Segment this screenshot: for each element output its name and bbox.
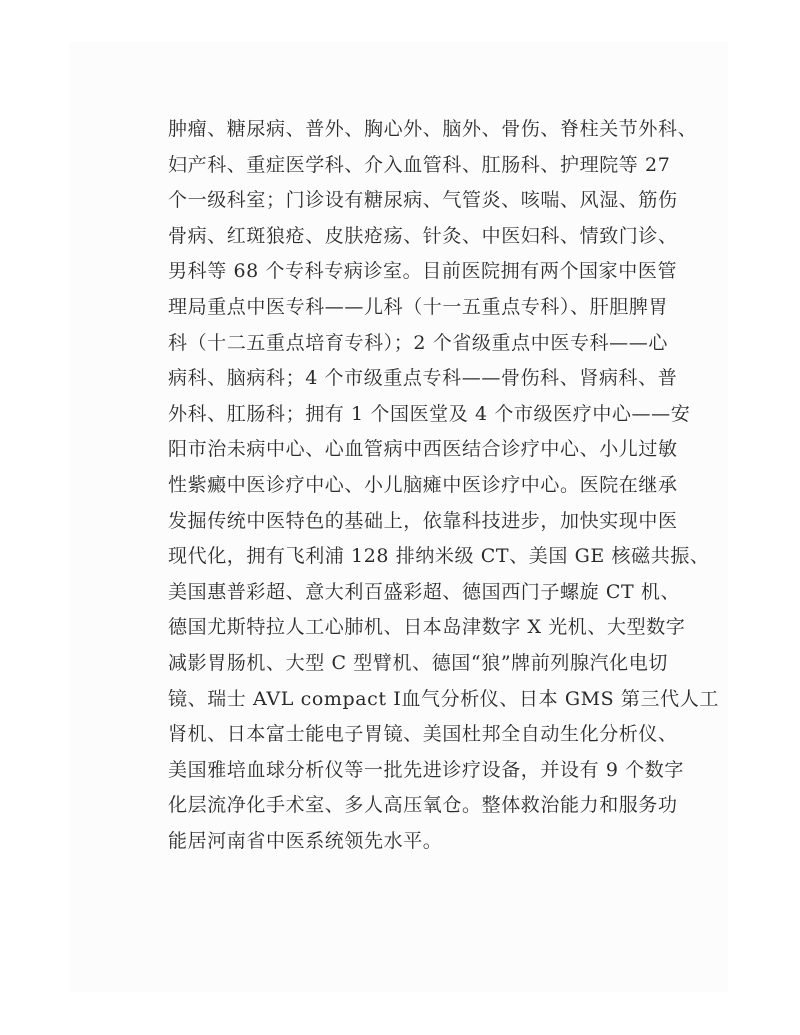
text-line: 肿瘤、糖尿病、普外、胸心外、脑外、骨伤、脊柱关节外科、 xyxy=(168,118,698,140)
text-line: 外科、肛肠科；拥有 1 个国医堂及 4 个市级医疗中心——安 xyxy=(168,402,691,425)
text-line: 镜、瑞士 AVL compact Ⅰ血气分析仪、日本 GMS 第三代人工 xyxy=(168,687,719,710)
text-line: 美国雅培血球分析仪等一批先进诊疗设备，并设有 9 个数字 xyxy=(168,758,684,781)
document-body-text xyxy=(168,112,719,859)
text-line: 男科等 68 个专科专病诊室。目前医院拥有两个国家中医管 xyxy=(168,260,678,283)
text-line: 骨病、红斑狼疮、皮肤疮疡、针灸、中医妇科、情致门诊、 xyxy=(168,224,678,247)
text-line: 性紫癜中医诊疗中心、小儿脑瘫中医诊疗中心。医院在继承 xyxy=(168,473,678,496)
text-line: 肾机、日本富士能电子胃镜、美国杜邦全自动生化分析仪、 xyxy=(168,723,678,746)
text-line: 个一级科室；门诊设有糖尿病、气管炎、咳喘、风湿、筋伤 xyxy=(168,189,678,212)
text-line: 妇产科、重症医学科、介入血管科、肛肠科、护理院等 27 xyxy=(168,153,671,176)
text-line: 化层流净化手术室、多人高压氧仓。整体救治能力和服务功 xyxy=(168,794,678,817)
text-line: 阳市治未病中心、心血管病中西医结合诊疗中心、小儿过敏 xyxy=(168,438,678,461)
text-line: 理局重点中医专科——儿科（十一五重点专科）、肝胆脾胃 xyxy=(168,295,669,318)
text-line: 病科、脑病科；4 个市级重点专科——骨伤科、肾病科、普 xyxy=(168,367,678,390)
text-line: 科（十二五重点培育专科）；2 个省级重点中医专科——心 xyxy=(168,331,668,354)
text-line: 美国惠普彩超、意大利百盛彩超、德国西门子螺旋 CT 机、 xyxy=(168,580,681,603)
text-line: 减影胃肠机、大型 C 型臂机、德国“狼”牌前列腺汽化电切 xyxy=(168,651,668,674)
text-line-last: 能居河南省中医系统领先水平。 xyxy=(168,829,443,852)
text-line: 德国尤斯特拉人工心肺机、日本岛津数字 X 光机、大型数字 xyxy=(168,616,686,639)
text-line: 发掘传统中医特色的基础上，依靠科技进步，加快实现中医 xyxy=(168,509,678,532)
text-line: 现代化，拥有飞利浦 128 排纳米级 CT、美国 GE 核磁共振、 xyxy=(168,545,710,568)
